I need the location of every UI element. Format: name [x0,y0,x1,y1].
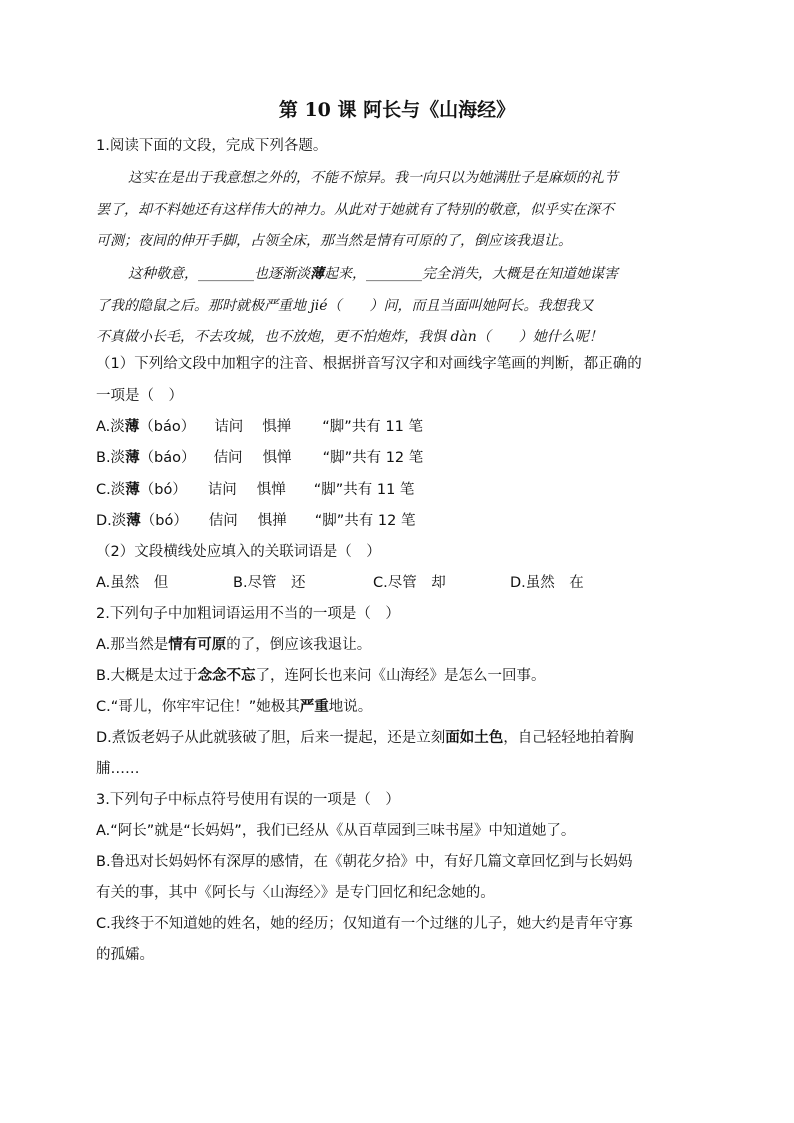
passage-text: 这种敬意，________也逐渐淡 [128,266,310,282]
option-letter: C.淡 [96,482,126,498]
option-b-continued: 有关的事，其中《阿长与〈山海经〉》是专门回忆和纪念她的。 [96,885,495,901]
word: 佶问 [213,450,243,466]
word: 诘问 [207,482,237,498]
passage-line: 可测；夜间的伸开手脚，占领全床，那当然是情有可原的了，倒应该我退让。 [96,233,572,249]
bold-phrase: 情有可原 [168,637,227,653]
question-1-stem: 1.阅读下面的文段，完成下列各题。 [96,138,328,154]
passage-line: 罢了，却不料她还有这样伟大的神力。从此对于她就有了特别的敬意，似乎实在深不 [96,202,614,218]
option-text: B.大概是太过于 [96,668,198,684]
stroke-count: “脚”共有 12 笔 [314,513,416,529]
passage-text: 起来，________完全消失，大概是在知道她谋害 [324,266,618,282]
option-a [96,635,371,655]
option-text: 的了，倒应该我退让。 [226,637,372,653]
option-text: 了，连阿长也来问《山海经》是怎么一回事。 [255,668,546,684]
option-text: 地说。 [328,699,373,715]
passage-line: 了我的隐鼠之后。那时就极严重地 jié（ ）问，而且当面叫她阿长。我想我又 [96,298,594,314]
option-a [96,417,423,437]
pinyin: （bó） [139,482,187,498]
option-d-continued: 脯…… [96,761,140,777]
bold-phrase: 面如土色 [445,730,504,746]
question-3-stem: 3.下列句子中标点符号使用有误的一项是（ ） [96,792,400,808]
option-a: A.虽然 但 [96,575,169,591]
option-letter: D.淡 [96,513,127,529]
pinyin: （báo） [139,450,196,466]
option-c-continued: 的孤孀。 [96,947,154,963]
pinyin: （báo） [139,419,196,435]
bold-phrase: 严重 [299,699,329,715]
sub-question-1-stem: 一项是（ ） [96,388,183,404]
bold-char: 薄 [310,266,324,282]
word: 惧掸 [262,419,292,435]
option-d [96,511,415,531]
pinyin: （bó） [140,513,188,529]
option-b [96,666,546,686]
option-c: C.尽管 却 [373,575,446,591]
option-letter: A.淡 [96,419,125,435]
passage-line [128,264,618,284]
sub-question-1-stem: （1）下列给文段中加粗字的注音、根据拼音写汉字和对画线字笔画的判断，都正确的 [96,356,642,372]
bold-char: 薄 [126,513,141,529]
option-text: D.煮饭老妈子从此就骇破了胆，后来一提起，还是立刻 [96,730,446,746]
word: 惧惮 [262,450,292,466]
bold-char: 薄 [124,419,140,435]
word: 惧惮 [256,482,286,498]
question-2-stem: 2.下列句子中加粗词语运用不当的一项是（ ） [96,606,400,622]
passage-line: 这实在是出于我意想之外的，不能不惊异。我一向只以为她满肚子是麻烦的礼节 [128,170,618,186]
option-text: C.“哥儿，你牢牢记住！”她极其 [96,699,300,715]
option-c [96,480,414,500]
word: 惧掸 [257,513,287,529]
option-d [96,728,634,748]
page-title: 第 10 课 阿长与《山海经》 [278,99,516,121]
option-b: B.尽管 还 [233,575,306,591]
option-b [96,448,423,468]
bold-phrase: 念念不忘 [197,668,256,684]
option-c [96,697,372,717]
stroke-count: “脚”共有 12 笔 [322,450,424,466]
option-c: C.我终于不知道她的姓名，她的经历；仅知道有一个过继的儿子，她大约是青年守寡 [96,916,633,932]
bold-char: 薄 [125,482,140,498]
sub-question-2-options [96,573,584,593]
stroke-count: “脚”共有 11 笔 [322,419,423,435]
word: 佶问 [208,513,238,529]
passage-line: 不真做小长毛，不去攻城，也不放炮，更不怕炮炸，我惧 dàn（ ）她什么呢！ [96,329,603,345]
option-d: D.虽然 在 [510,575,584,591]
word: 诘问 [214,419,244,435]
stroke-count: “脚”共有 11 笔 [313,482,415,498]
option-text: A.那当然是 [96,637,169,653]
option-b: B.鲁迅对长妈妈怀有深厚的感情，在《朝花夕拾》中，有好几篇文章回忆到与长妈妈 [96,854,633,870]
bold-char: 薄 [125,450,140,466]
option-a: A.“阿长”就是“长妈妈”，我们已经从《从百草园到三味书屋》中知道她了。 [96,823,576,839]
sub-question-2-stem: （2）文段横线处应填入的关联词语是（ ） [96,544,381,560]
option-letter: B.淡 [96,450,126,466]
option-text: ，自己轻轻地拍着胸 [503,730,634,746]
